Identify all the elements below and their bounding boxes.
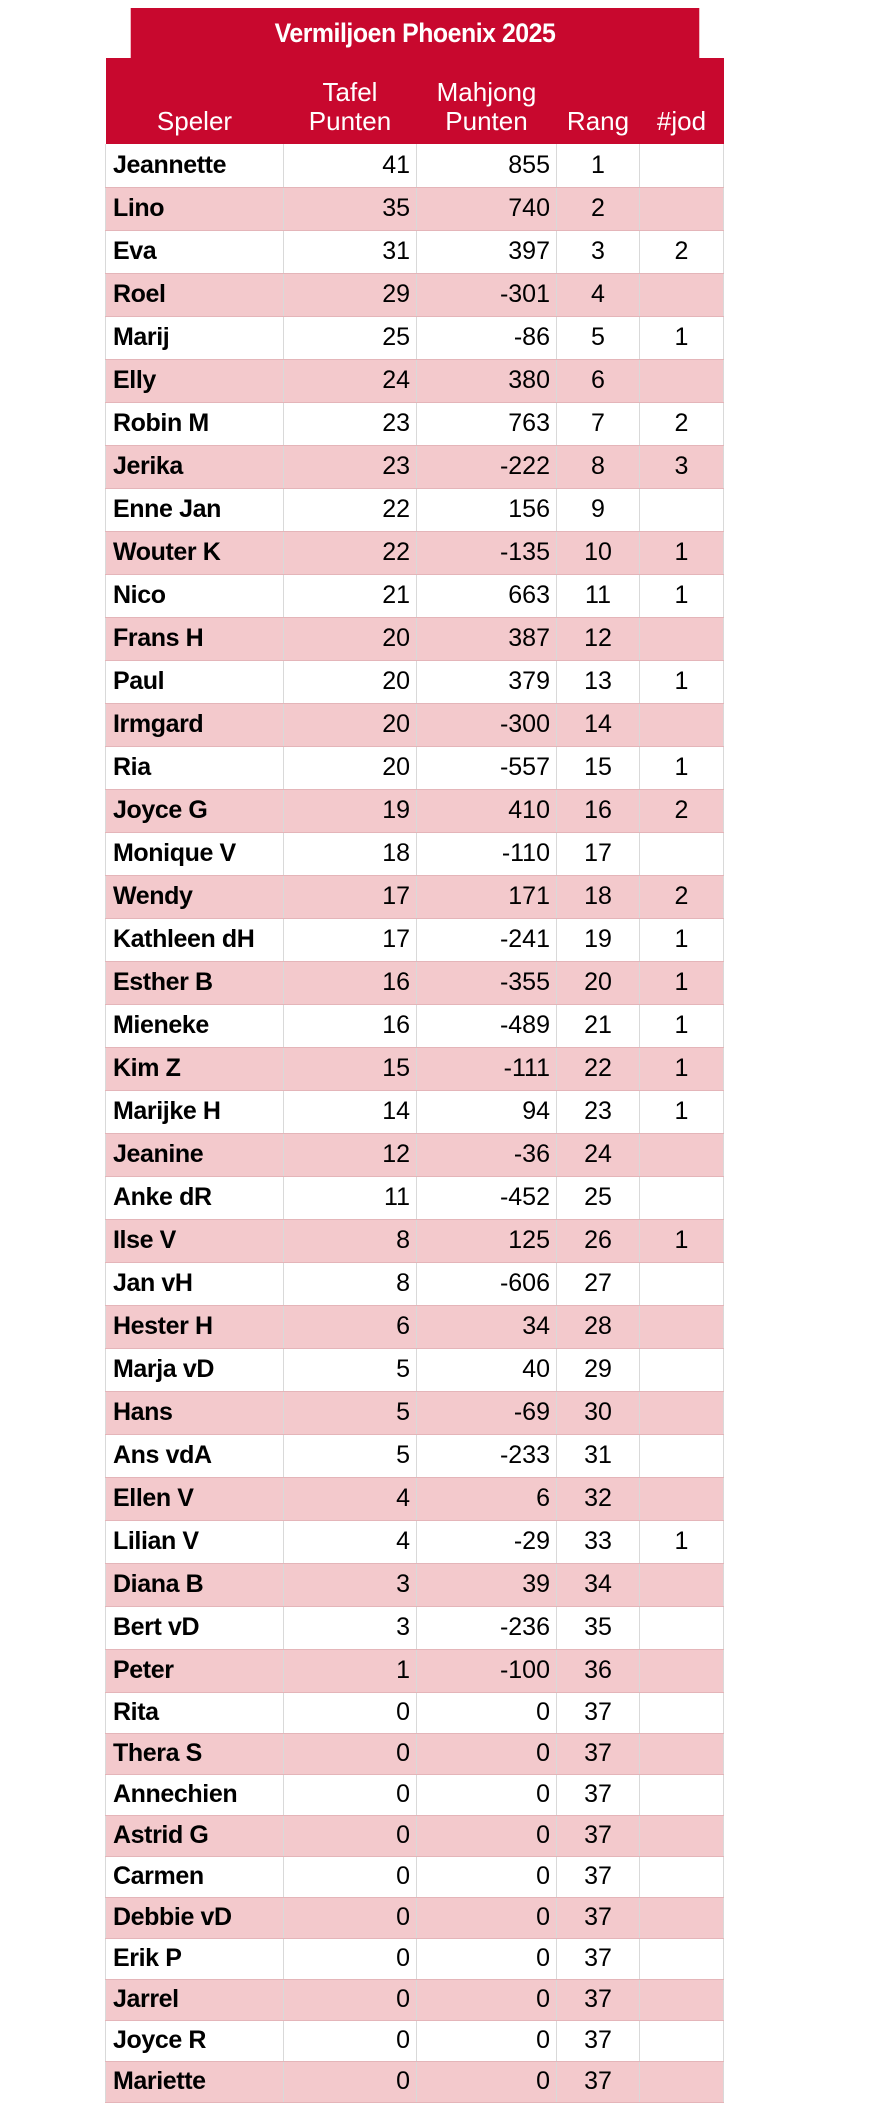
tafel-punten-cell: 0 bbox=[284, 2020, 417, 2061]
tafel-punten-cell: 0 bbox=[284, 1897, 417, 1938]
table-row bbox=[106, 1692, 724, 1733]
table-row bbox=[106, 574, 724, 617]
table-row bbox=[106, 1133, 724, 1176]
jod-cell bbox=[640, 703, 724, 746]
tafel-punten-cell: 25 bbox=[284, 316, 417, 359]
tafel-punten-cell: 5 bbox=[284, 1391, 417, 1434]
jod-cell: 2 bbox=[640, 875, 724, 918]
tafel-punten-cell: 3 bbox=[284, 1563, 417, 1606]
tafel-punten-cell: 35 bbox=[284, 187, 417, 230]
player-name-cell: Robin M bbox=[106, 402, 284, 445]
table-row bbox=[106, 961, 724, 1004]
player-name-cell: Kathleen dH bbox=[106, 918, 284, 961]
table-row bbox=[106, 1262, 724, 1305]
table-row bbox=[106, 1348, 724, 1391]
tafel-punten-cell: 15 bbox=[284, 1047, 417, 1090]
rang-cell: 2 bbox=[557, 187, 640, 230]
table-row bbox=[106, 1733, 724, 1774]
table-row bbox=[106, 359, 724, 402]
jod-cell bbox=[640, 1305, 724, 1348]
rang-cell: 16 bbox=[557, 789, 640, 832]
mahjong-punten-cell: -557 bbox=[417, 746, 557, 789]
table-row bbox=[106, 703, 724, 746]
column-header-mahjong-line2: Punten bbox=[445, 106, 528, 136]
player-name-cell: Paul bbox=[106, 660, 284, 703]
tafel-punten-cell: 5 bbox=[284, 1348, 417, 1391]
table-title: Vermiljoen Phoenix 2025 bbox=[130, 8, 699, 58]
jod-cell: 1 bbox=[640, 918, 724, 961]
table-row bbox=[106, 402, 724, 445]
mahjong-punten-cell: 0 bbox=[417, 1897, 557, 1938]
jod-cell: 1 bbox=[640, 531, 724, 574]
mahjong-punten-cell: -69 bbox=[417, 1391, 557, 1434]
mahjong-punten-cell: 34 bbox=[417, 1305, 557, 1348]
table-row bbox=[106, 1477, 724, 1520]
rang-cell: 21 bbox=[557, 1004, 640, 1047]
jod-cell bbox=[640, 187, 724, 230]
rang-cell: 3 bbox=[557, 230, 640, 273]
table-row bbox=[106, 1649, 724, 1692]
rang-cell: 37 bbox=[557, 1774, 640, 1815]
player-name-cell: Diana B bbox=[106, 1563, 284, 1606]
player-name-cell: Elly bbox=[106, 359, 284, 402]
table-row bbox=[106, 1176, 724, 1219]
mahjong-punten-cell: -489 bbox=[417, 1004, 557, 1047]
rang-cell: 37 bbox=[557, 2061, 640, 2102]
player-name-cell: Hans bbox=[106, 1391, 284, 1434]
player-name-cell: Debbie vD bbox=[106, 1897, 284, 1938]
jod-cell bbox=[640, 488, 724, 531]
mahjong-punten-cell: 0 bbox=[417, 1856, 557, 1897]
rang-cell: 7 bbox=[557, 402, 640, 445]
table-row bbox=[106, 1815, 724, 1856]
mahjong-punten-cell: -233 bbox=[417, 1434, 557, 1477]
table-row bbox=[106, 617, 724, 660]
table-row bbox=[106, 1938, 724, 1979]
jod-cell bbox=[640, 1938, 724, 1979]
mahjong-punten-cell: 410 bbox=[417, 789, 557, 832]
mahjong-punten-cell: 171 bbox=[417, 875, 557, 918]
mahjong-punten-cell: 0 bbox=[417, 1815, 557, 1856]
tafel-punten-cell: 5 bbox=[284, 1434, 417, 1477]
mahjong-punten-cell: 6 bbox=[417, 1477, 557, 1520]
jod-cell: 1 bbox=[640, 1520, 724, 1563]
mahjong-punten-cell: -222 bbox=[417, 445, 557, 488]
rang-cell: 29 bbox=[557, 1348, 640, 1391]
jod-cell bbox=[640, 1477, 724, 1520]
player-name-cell: Marja vD bbox=[106, 1348, 284, 1391]
mahjong-punten-cell: -110 bbox=[417, 832, 557, 875]
jod-cell bbox=[640, 359, 724, 402]
mahjong-punten-cell: 763 bbox=[417, 402, 557, 445]
rang-cell: 36 bbox=[557, 1649, 640, 1692]
mahjong-punten-cell: 156 bbox=[417, 488, 557, 531]
table-row bbox=[106, 1606, 724, 1649]
jod-cell bbox=[640, 1774, 724, 1815]
jod-cell bbox=[640, 617, 724, 660]
table-row bbox=[106, 531, 724, 574]
jod-cell: 3 bbox=[640, 445, 724, 488]
tafel-punten-cell: 21 bbox=[284, 574, 417, 617]
table-row bbox=[106, 918, 724, 961]
tafel-punten-cell: 0 bbox=[284, 1692, 417, 1733]
player-name-cell: Enne Jan bbox=[106, 488, 284, 531]
player-name-cell: Erik P bbox=[106, 1938, 284, 1979]
rang-cell: 31 bbox=[557, 1434, 640, 1477]
player-name-cell: Ans vdA bbox=[106, 1434, 284, 1477]
tafel-punten-cell: 0 bbox=[284, 1774, 417, 1815]
tafel-punten-cell: 41 bbox=[284, 144, 417, 187]
table-row bbox=[106, 660, 724, 703]
mahjong-punten-cell: -241 bbox=[417, 918, 557, 961]
tafel-punten-cell: 4 bbox=[284, 1520, 417, 1563]
player-name-cell: Lilian V bbox=[106, 1520, 284, 1563]
rang-cell: 15 bbox=[557, 746, 640, 789]
jod-cell: 1 bbox=[640, 660, 724, 703]
rang-cell: 17 bbox=[557, 832, 640, 875]
mahjong-punten-cell: 0 bbox=[417, 1938, 557, 1979]
jod-cell bbox=[640, 1649, 724, 1692]
tafel-punten-cell: 19 bbox=[284, 789, 417, 832]
rang-cell: 37 bbox=[557, 1979, 640, 2020]
mahjong-punten-cell: -236 bbox=[417, 1606, 557, 1649]
mahjong-punten-cell: -111 bbox=[417, 1047, 557, 1090]
player-name-cell: Mariette bbox=[106, 2061, 284, 2102]
mahjong-punten-cell: 0 bbox=[417, 2020, 557, 2061]
standings-body bbox=[106, 144, 724, 2102]
table-row bbox=[106, 746, 724, 789]
rang-cell: 25 bbox=[557, 1176, 640, 1219]
player-name-cell: Jeanine bbox=[106, 1133, 284, 1176]
jod-cell bbox=[640, 2061, 724, 2102]
tafel-punten-cell: 17 bbox=[284, 918, 417, 961]
jod-cell: 1 bbox=[640, 746, 724, 789]
tafel-punten-cell: 4 bbox=[284, 1477, 417, 1520]
player-name-cell: Ellen V bbox=[106, 1477, 284, 1520]
mahjong-punten-cell: 0 bbox=[417, 1979, 557, 2020]
table-row bbox=[106, 1090, 724, 1133]
player-name-cell: Ria bbox=[106, 746, 284, 789]
player-name-cell: Nico bbox=[106, 574, 284, 617]
player-name-cell: Jerika bbox=[106, 445, 284, 488]
table-row bbox=[106, 273, 724, 316]
mahjong-punten-cell: 94 bbox=[417, 1090, 557, 1133]
jod-cell bbox=[640, 1391, 724, 1434]
table-row bbox=[106, 445, 724, 488]
jod-cell bbox=[640, 1434, 724, 1477]
rang-cell: 18 bbox=[557, 875, 640, 918]
mahjong-punten-cell: 0 bbox=[417, 1692, 557, 1733]
column-header-tafel-punten bbox=[284, 58, 417, 144]
column-header-tafel-line2: Punten bbox=[308, 106, 392, 136]
table-row bbox=[106, 1004, 724, 1047]
jod-cell bbox=[640, 1348, 724, 1391]
rang-cell: 26 bbox=[557, 1219, 640, 1262]
rang-cell: 27 bbox=[557, 1262, 640, 1305]
player-name-cell: Rita bbox=[106, 1692, 284, 1733]
mahjong-punten-cell: -606 bbox=[417, 1262, 557, 1305]
jod-cell bbox=[640, 273, 724, 316]
rang-cell: 32 bbox=[557, 1477, 640, 1520]
jod-cell: 1 bbox=[640, 1090, 724, 1133]
column-header-speler-label: Speler bbox=[156, 106, 233, 136]
table-row bbox=[106, 488, 724, 531]
mahjong-punten-cell: 855 bbox=[417, 144, 557, 187]
player-name-cell: Jarrel bbox=[106, 1979, 284, 2020]
rang-cell: 35 bbox=[557, 1606, 640, 1649]
rang-cell: 14 bbox=[557, 703, 640, 746]
jod-cell: 2 bbox=[640, 402, 724, 445]
rang-cell: 33 bbox=[557, 1520, 640, 1563]
rang-cell: 6 bbox=[557, 359, 640, 402]
player-name-cell: Astrid G bbox=[106, 1815, 284, 1856]
jod-cell bbox=[640, 1606, 724, 1649]
rang-cell: 23 bbox=[557, 1090, 640, 1133]
mahjong-punten-cell: -86 bbox=[417, 316, 557, 359]
rang-cell: 37 bbox=[557, 1897, 640, 1938]
table-row bbox=[106, 1563, 724, 1606]
tafel-punten-cell: 24 bbox=[284, 359, 417, 402]
tafel-punten-cell: 16 bbox=[284, 961, 417, 1004]
jod-cell bbox=[640, 1692, 724, 1733]
player-name-cell: Mieneke bbox=[106, 1004, 284, 1047]
table-row bbox=[106, 1979, 724, 2020]
tafel-punten-cell: 0 bbox=[284, 2061, 417, 2102]
tafel-punten-cell: 0 bbox=[284, 1979, 417, 2020]
player-name-cell: Hester H bbox=[106, 1305, 284, 1348]
tafel-punten-cell: 31 bbox=[284, 230, 417, 273]
player-name-cell: Peter bbox=[106, 1649, 284, 1692]
jod-cell bbox=[640, 1856, 724, 1897]
jod-cell bbox=[640, 2020, 724, 2061]
jod-cell: 2 bbox=[640, 789, 724, 832]
standings-table bbox=[105, 8, 724, 2103]
rang-cell: 37 bbox=[557, 1856, 640, 1897]
mahjong-punten-cell: -452 bbox=[417, 1176, 557, 1219]
player-name-cell: Wouter K bbox=[106, 531, 284, 574]
rang-cell: 34 bbox=[557, 1563, 640, 1606]
mahjong-punten-cell: -29 bbox=[417, 1520, 557, 1563]
rang-cell: 22 bbox=[557, 1047, 640, 1090]
column-header-speler bbox=[106, 58, 284, 144]
table-row bbox=[106, 316, 724, 359]
table-row bbox=[106, 1856, 724, 1897]
player-name-cell: Frans H bbox=[106, 617, 284, 660]
jod-cell: 2 bbox=[640, 230, 724, 273]
table-row bbox=[106, 1047, 724, 1090]
mahjong-punten-cell: 0 bbox=[417, 2061, 557, 2102]
table-row bbox=[106, 187, 724, 230]
rang-cell: 37 bbox=[557, 1815, 640, 1856]
jod-cell: 1 bbox=[640, 1004, 724, 1047]
tafel-punten-cell: 23 bbox=[284, 445, 417, 488]
jod-cell bbox=[640, 1733, 724, 1774]
player-name-cell: Kim Z bbox=[106, 1047, 284, 1090]
table-row bbox=[106, 1897, 724, 1938]
mahjong-punten-cell: 40 bbox=[417, 1348, 557, 1391]
player-name-cell: Roel bbox=[106, 273, 284, 316]
table-row bbox=[106, 789, 724, 832]
jod-cell: 1 bbox=[640, 316, 724, 359]
tafel-punten-cell: 18 bbox=[284, 832, 417, 875]
mahjong-punten-cell: -355 bbox=[417, 961, 557, 1004]
table-row bbox=[106, 1520, 724, 1563]
tafel-punten-cell: 1 bbox=[284, 1649, 417, 1692]
jod-cell: 1 bbox=[640, 961, 724, 1004]
rang-cell: 20 bbox=[557, 961, 640, 1004]
mahjong-punten-cell: -300 bbox=[417, 703, 557, 746]
mahjong-punten-cell: 125 bbox=[417, 1219, 557, 1262]
column-header-tafel-line1: Tafel bbox=[322, 77, 378, 107]
mahjong-punten-cell: -301 bbox=[417, 273, 557, 316]
title-row bbox=[106, 8, 724, 58]
rang-cell: 37 bbox=[557, 1733, 640, 1774]
rang-cell: 13 bbox=[557, 660, 640, 703]
player-name-cell: Carmen bbox=[106, 1856, 284, 1897]
player-name-cell: Irmgard bbox=[106, 703, 284, 746]
rang-cell: 24 bbox=[557, 1133, 640, 1176]
mahjong-punten-cell: 379 bbox=[417, 660, 557, 703]
player-name-cell: Esther B bbox=[106, 961, 284, 1004]
player-name-cell: Marij bbox=[106, 316, 284, 359]
rang-cell: 37 bbox=[557, 1938, 640, 1979]
rang-cell: 12 bbox=[557, 617, 640, 660]
column-header-mahjong-punten bbox=[417, 58, 557, 144]
mahjong-punten-cell: 740 bbox=[417, 187, 557, 230]
column-header-rang bbox=[557, 58, 640, 144]
rang-cell: 19 bbox=[557, 918, 640, 961]
rang-cell: 37 bbox=[557, 1692, 640, 1733]
tafel-punten-cell: 12 bbox=[284, 1133, 417, 1176]
tafel-punten-cell: 16 bbox=[284, 1004, 417, 1047]
tafel-punten-cell: 8 bbox=[284, 1262, 417, 1305]
tafel-punten-cell: 11 bbox=[284, 1176, 417, 1219]
player-name-cell: Monique V bbox=[106, 832, 284, 875]
rang-cell: 11 bbox=[557, 574, 640, 617]
jod-cell bbox=[640, 144, 724, 187]
player-name-cell: Ilse V bbox=[106, 1219, 284, 1262]
tafel-punten-cell: 3 bbox=[284, 1606, 417, 1649]
player-name-cell: Annechien bbox=[106, 1774, 284, 1815]
tafel-punten-cell: 14 bbox=[284, 1090, 417, 1133]
mahjong-punten-cell: 0 bbox=[417, 1774, 557, 1815]
table-row bbox=[106, 875, 724, 918]
tafel-punten-cell: 23 bbox=[284, 402, 417, 445]
rang-cell: 8 bbox=[557, 445, 640, 488]
rang-cell: 28 bbox=[557, 1305, 640, 1348]
table-row bbox=[106, 230, 724, 273]
table-row bbox=[106, 1434, 724, 1477]
tafel-punten-cell: 0 bbox=[284, 1733, 417, 1774]
tafel-punten-cell: 20 bbox=[284, 660, 417, 703]
rang-cell: 10 bbox=[557, 531, 640, 574]
player-name-cell: Marijke H bbox=[106, 1090, 284, 1133]
player-name-cell: Thera S bbox=[106, 1733, 284, 1774]
player-name-cell: Lino bbox=[106, 187, 284, 230]
tafel-punten-cell: 0 bbox=[284, 1815, 417, 1856]
jod-cell bbox=[640, 1897, 724, 1938]
mahjong-punten-cell: 380 bbox=[417, 359, 557, 402]
table-row bbox=[106, 1219, 724, 1262]
table-row bbox=[106, 1391, 724, 1434]
jod-cell bbox=[640, 1563, 724, 1606]
rang-cell: 9 bbox=[557, 488, 640, 531]
jod-cell bbox=[640, 1815, 724, 1856]
table-row bbox=[106, 1774, 724, 1815]
table-row bbox=[106, 1305, 724, 1348]
player-name-cell: Anke dR bbox=[106, 1176, 284, 1219]
mahjong-punten-cell: 387 bbox=[417, 617, 557, 660]
table-row bbox=[106, 832, 724, 875]
rang-cell: 37 bbox=[557, 2020, 640, 2061]
header-row bbox=[106, 58, 724, 144]
mahjong-punten-cell: -100 bbox=[417, 1649, 557, 1692]
tafel-punten-cell: 20 bbox=[284, 703, 417, 746]
player-name-cell: Jeannette bbox=[106, 144, 284, 187]
rang-cell: 4 bbox=[557, 273, 640, 316]
tafel-punten-cell: 29 bbox=[284, 273, 417, 316]
player-name-cell: Joyce G bbox=[106, 789, 284, 832]
jod-cell bbox=[640, 832, 724, 875]
column-header-jod bbox=[640, 58, 724, 144]
tafel-punten-cell: 6 bbox=[284, 1305, 417, 1348]
jod-cell bbox=[640, 1133, 724, 1176]
column-header-mahjong-line1: Mahjong bbox=[436, 77, 537, 107]
jod-cell bbox=[640, 1176, 724, 1219]
tafel-punten-cell: 22 bbox=[284, 531, 417, 574]
jod-cell: 1 bbox=[640, 1219, 724, 1262]
table-row bbox=[106, 144, 724, 187]
rang-cell: 1 bbox=[557, 144, 640, 187]
rang-cell: 5 bbox=[557, 316, 640, 359]
jod-cell bbox=[640, 1979, 724, 2020]
table-row bbox=[106, 2020, 724, 2061]
tafel-punten-cell: 22 bbox=[284, 488, 417, 531]
tafel-punten-cell: 8 bbox=[284, 1219, 417, 1262]
jod-cell: 1 bbox=[640, 574, 724, 617]
tafel-punten-cell: 17 bbox=[284, 875, 417, 918]
mahjong-punten-cell: -36 bbox=[417, 1133, 557, 1176]
player-name-cell: Jan vH bbox=[106, 1262, 284, 1305]
player-name-cell: Bert vD bbox=[106, 1606, 284, 1649]
tafel-punten-cell: 0 bbox=[284, 1856, 417, 1897]
jod-cell bbox=[640, 1262, 724, 1305]
jod-cell: 1 bbox=[640, 1047, 724, 1090]
column-header-rang-label: Rang bbox=[566, 106, 630, 136]
player-name-cell: Wendy bbox=[106, 875, 284, 918]
table-row bbox=[106, 2061, 724, 2102]
rang-cell: 30 bbox=[557, 1391, 640, 1434]
mahjong-punten-cell: 0 bbox=[417, 1733, 557, 1774]
tafel-punten-cell: 20 bbox=[284, 617, 417, 660]
standings-table-container bbox=[105, 8, 723, 2103]
player-name-cell: Joyce R bbox=[106, 2020, 284, 2061]
mahjong-punten-cell: -135 bbox=[417, 531, 557, 574]
column-header-jod-label: #jod bbox=[656, 106, 707, 136]
mahjong-punten-cell: 397 bbox=[417, 230, 557, 273]
player-name-cell: Eva bbox=[106, 230, 284, 273]
tafel-punten-cell: 0 bbox=[284, 1938, 417, 1979]
mahjong-punten-cell: 663 bbox=[417, 574, 557, 617]
tafel-punten-cell: 20 bbox=[284, 746, 417, 789]
mahjong-punten-cell: 39 bbox=[417, 1563, 557, 1606]
